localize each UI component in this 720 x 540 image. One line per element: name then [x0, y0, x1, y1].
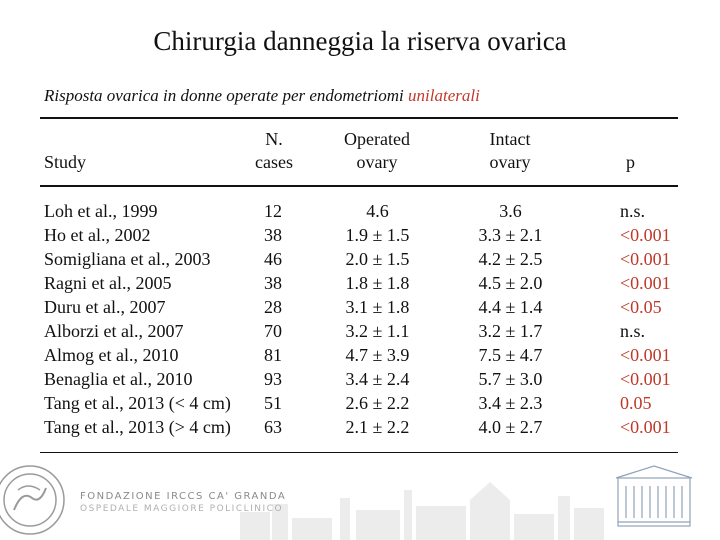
cell-operated: 3.2 ± 1.1 [345, 321, 410, 341]
header-n-cases [244, 128, 304, 174]
column-study [44, 199, 231, 439]
cell-p: 0.05 [620, 393, 652, 413]
seal-icon [0, 466, 64, 534]
header-intact-line1: Intact [489, 129, 531, 149]
cell-intact: 3.2 ± 1.7 [478, 321, 543, 341]
cell-n: 63 [264, 417, 282, 437]
cell-p: <0.001 [620, 249, 671, 269]
header-operated-ovary [322, 128, 432, 174]
cell-n: 28 [264, 297, 282, 317]
cell-intact: 3.4 ± 2.3 [478, 393, 543, 413]
cell-study: Alborzi et al., 2007 [44, 321, 184, 341]
header-intact-line2: ovary [489, 152, 531, 172]
cell-p: <0.001 [620, 225, 671, 245]
footer-line1: FONDAZIONE IRCCS CA' GRANDA [80, 491, 287, 502]
column-p-value [620, 199, 671, 439]
cell-intact: 4.2 ± 2.5 [478, 249, 543, 269]
footer-line2: OSPEDALE MAGGIORE POLICLINICO [80, 504, 284, 514]
cell-p: <0.001 [620, 345, 671, 365]
cell-n: 93 [264, 369, 282, 389]
table-bottom-rule [40, 452, 678, 453]
header-n-line2: cases [255, 152, 293, 172]
column-n-cases [258, 199, 288, 439]
slide-title: Chirurgia danneggia la riserva ovarica [153, 26, 567, 56]
cell-study: Benaglia et al., 2010 [44, 369, 193, 389]
cell-p: <0.001 [620, 273, 671, 293]
header-p: p [626, 152, 635, 172]
building-icon [616, 466, 692, 526]
cell-operated: 4.6 [366, 201, 389, 221]
cell-operated: 4.7 ± 3.9 [345, 345, 410, 365]
cell-intact: 5.7 ± 3.0 [478, 369, 543, 389]
cell-study: Ragni et al., 2005 [44, 273, 172, 293]
cell-study: Somigliana et al., 2003 [44, 249, 211, 269]
cell-operated: 3.1 ± 1.8 [345, 297, 410, 317]
cell-p: n.s. [620, 321, 646, 341]
cell-p: <0.001 [620, 369, 671, 389]
cell-n: 51 [264, 393, 282, 413]
cell-n: 38 [264, 225, 282, 245]
cell-operated: 1.8 ± 1.8 [345, 273, 410, 293]
cell-intact: 4.5 ± 2.0 [478, 273, 543, 293]
cell-operated: 2.1 ± 2.2 [345, 417, 410, 437]
column-intact-ovary [463, 199, 558, 439]
header-operated-line2: ovary [356, 152, 398, 172]
cell-study: Tang et al., 2013 (> 4 cm) [44, 417, 231, 437]
cell-study: Tang et al., 2013 (< 4 cm) [44, 393, 231, 413]
cell-p: n.s. [620, 201, 646, 221]
subtitle-highlight: unilaterali [408, 86, 480, 105]
header-operated-line1: Operated [344, 129, 410, 149]
header-n-line1: N. [265, 129, 283, 149]
cell-operated: 1.9 ± 1.5 [345, 225, 410, 245]
cell-operated: 2.0 ± 1.5 [345, 249, 410, 269]
cell-n: 38 [264, 273, 282, 293]
cell-intact: 3.3 ± 2.1 [478, 225, 543, 245]
cell-intact: 3.6 [499, 201, 522, 221]
cell-study: Ho et al., 2002 [44, 225, 151, 245]
header-intact-ovary [455, 128, 565, 174]
cell-operated: 2.6 ± 2.2 [345, 393, 410, 413]
cell-intact: 7.5 ± 4.7 [478, 345, 543, 365]
cell-study: Loh et al., 1999 [44, 201, 158, 221]
cell-operated: 3.4 ± 2.4 [345, 369, 410, 389]
column-operated-ovary [330, 199, 425, 439]
footer-logo-text [80, 490, 286, 516]
slide-subtitle [44, 86, 480, 106]
subtitle-main: Risposta ovarica in donne operate per endometriomi [44, 86, 409, 105]
cell-intact: 4.0 ± 2.7 [478, 417, 543, 437]
header-study: Study [44, 152, 87, 172]
cell-n: 70 [264, 321, 282, 341]
cell-p: <0.05 [620, 297, 662, 317]
cell-intact: 4.4 ± 1.4 [478, 297, 543, 317]
cell-p: <0.001 [620, 417, 671, 437]
cell-n: 81 [264, 345, 282, 365]
cell-study: Almog et al., 2010 [44, 345, 179, 365]
cell-n: 12 [264, 201, 282, 221]
cell-study: Duru et al., 2007 [44, 297, 166, 317]
table-top-rule [40, 117, 678, 119]
table-header-rule [40, 185, 678, 187]
cell-n: 46 [264, 249, 282, 269]
